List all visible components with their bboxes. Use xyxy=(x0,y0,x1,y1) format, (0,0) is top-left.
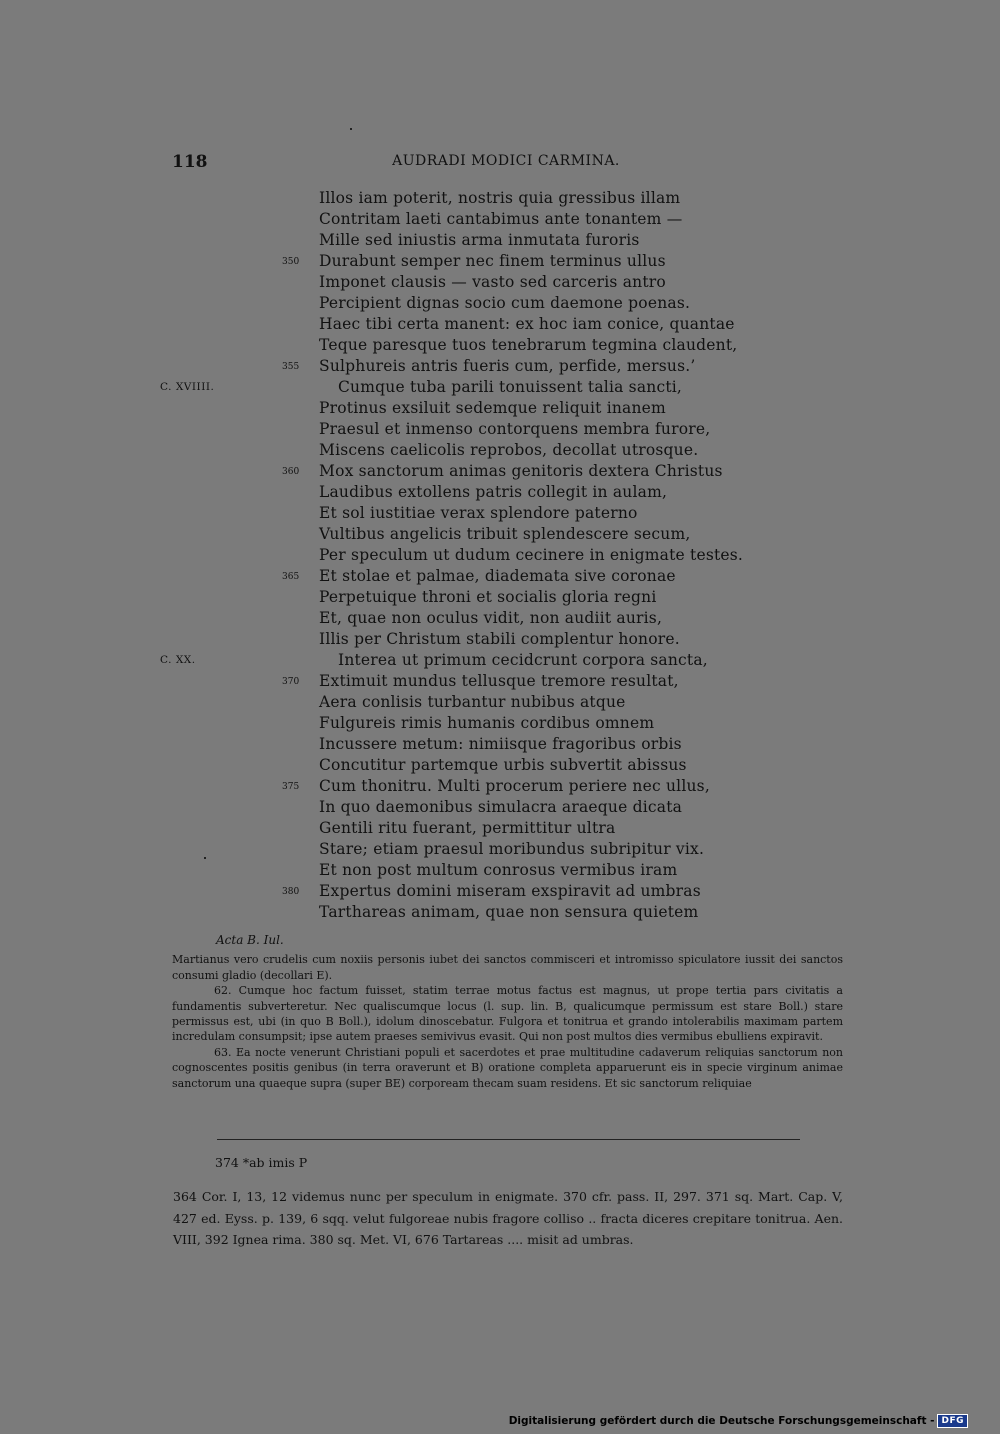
verse-line xyxy=(160,650,860,671)
page-number: 118 xyxy=(172,152,208,172)
verse-line xyxy=(160,188,860,209)
line-number: 365 xyxy=(282,572,300,582)
verse-line xyxy=(160,776,860,797)
verse-line xyxy=(160,881,860,902)
verse-text: Perpetuique throni et socialis gloria regni xyxy=(319,588,657,606)
verse-line xyxy=(160,377,860,398)
line-number: 360 xyxy=(282,467,300,477)
verse-text: Protinus exsiluit sedemque reliquit inanem xyxy=(319,399,666,417)
verse-text: Fulgureis rimis humanis cordibus omnem xyxy=(319,714,655,732)
verse-text: Concutitur partemque urbis subvertit abissus xyxy=(319,756,687,774)
verse-text: Interea ut primum cecidcrunt corpora sancta, xyxy=(338,651,708,669)
verse-line xyxy=(160,755,860,776)
verse-text: Mille sed iniustis arma inmutata furoris xyxy=(319,231,640,249)
verse-text: Miscens caelicolis reprobos, decollat utrosque. xyxy=(319,441,699,459)
verse-text: Illos iam poterit, nostris quia gressibus illam xyxy=(319,189,681,207)
verse-line xyxy=(160,545,860,566)
verse-text: Cumque tuba parili tonuissent talia sancti, xyxy=(338,378,683,396)
poem-verses xyxy=(160,188,860,923)
line-number: 355 xyxy=(282,362,300,372)
verse-line xyxy=(160,587,860,608)
verse-line xyxy=(160,230,860,251)
verse-text: Et non post multum conrosus vermibus iram xyxy=(319,861,678,879)
prose-source-text xyxy=(172,933,843,1091)
verse-text: Gentili ritu fuerant, permittitur ultra xyxy=(319,819,616,837)
verse-text: Et sol iustitiae verax splendore paterno xyxy=(319,504,638,522)
verse-line xyxy=(160,482,860,503)
verse-text: Mox sanctorum animas genitoris dextera Christus xyxy=(319,462,723,480)
verse-line xyxy=(160,860,860,881)
verse-line xyxy=(160,461,860,482)
verse-line xyxy=(160,692,860,713)
testimonia-notes: 364 Cor. I, 13, 12 videmus nunc per speculum in enigmate. 370 cfr. pass. II, 297. 371 sq. Mart. Cap. V, 427 ed. Eyss. p. 139, 6 sqq. velut fulgoreae nubis fragore colliso .. fracta diceres crepitare tonitrua. Aen. VIII, 392 Ignea rima. 380 sq. Met. VI, 676 Tartareas .... misit ad umbras. xyxy=(173,1189,843,1247)
verse-text: Vultibus angelicis tribuit splendescere secum, xyxy=(319,525,691,543)
verse-line xyxy=(160,524,860,545)
verse-text: Praesul et inmenso contorquens membra furore, xyxy=(319,420,711,438)
verse-text: Illis per Christum stabili complentur honore. xyxy=(319,630,680,648)
verse-text: Incussere metum: nimiisque fragoribus orbis xyxy=(319,735,682,753)
verse-line xyxy=(160,356,860,377)
prose-paragraph: 62. Cumque hoc factum fuisset, statim terrae motus factus est magnus, ut prope tertia pars civitatis a fundamentis subverteretur. Nec qualiscumque locus (l. sup. lin. B, qualicumque permissum est stare Boll.) stare permissus est, ubi (in quo B Boll.), idolum dinoscebatur. Fulgora et tonitrua et grando intolerabilis maximam partem incredulam consumpsit; ipse autem praeses semivivus evasit. Qui non post multos dies vermibus ebulliens expiravit. xyxy=(172,984,843,1044)
verse-text: Per speculum ut dudum cecinere in enigmate testes. xyxy=(319,546,744,564)
verse-text: Haec tibi certa manent: ex hoc iam conice, quantae xyxy=(319,315,735,333)
line-number: 350 xyxy=(282,257,300,267)
verse-text: Stare; etiam praesul moribundus subripitur vix. xyxy=(319,840,705,858)
verse-line xyxy=(160,314,860,335)
verse-text: Percipient dignas socio cum daemone poenas. xyxy=(319,294,691,312)
verse-line xyxy=(160,419,860,440)
verse-line xyxy=(160,293,860,314)
line-number: 370 xyxy=(282,677,300,687)
running-title: AUDRADI MODICI CARMINA. xyxy=(392,153,620,169)
credit-text: Digitalisierung gefördert durch die Deutsche Forschungsgemeinschaft - xyxy=(508,1415,935,1427)
verse-line xyxy=(160,209,860,230)
verse-line xyxy=(160,272,860,293)
verse-text: In quo daemonibus simulacra araeque dicata xyxy=(319,798,683,816)
verse-line xyxy=(160,629,860,650)
verse-text: Imponet clausis — vasto sed carceris antro xyxy=(319,273,666,291)
chapter-marker: C. XVIIII. xyxy=(160,381,215,393)
verse-line xyxy=(160,734,860,755)
verse-line xyxy=(160,818,860,839)
verse-text: Cum thonitru. Multi procerum periere nec ullus, xyxy=(319,777,710,795)
verse-line xyxy=(160,335,860,356)
verse-text: Expertus domini miseram exspiravit ad umbras xyxy=(319,882,701,900)
verse-line xyxy=(160,713,860,734)
verse-line xyxy=(160,398,860,419)
verse-text: Tarthareas animam, quae non sensura quietem xyxy=(319,903,699,921)
prose-paragraph: 63. Ea nocte venerunt Christiani populi et sacerdotes et prae multitudine cadaverum reliquias sanctorum non cognoscentes positis genibus (in terra oraverunt et B) oratione completa apparuerunt eis in specie virginum animae sanctorum una quaeque supra (super BE) corpoream thecam suam residens. Et sic sanctorum reliquiae xyxy=(172,1045,843,1090)
verse-line xyxy=(160,566,860,587)
verse-text: Contritam laeti cantabimus ante tonantem — xyxy=(319,210,683,228)
chapter-marker: C. XX. xyxy=(160,654,196,666)
verse-line xyxy=(160,839,860,860)
verse-line xyxy=(160,440,860,461)
speck-top xyxy=(350,128,352,130)
line-number: 380 xyxy=(282,887,300,897)
verse-line xyxy=(160,251,860,272)
verse-text: Extimuit mundus tellusque tremore resultat, xyxy=(319,672,679,690)
digitization-credit xyxy=(509,1414,968,1428)
verse-text: Teque paresque tuos tenebrarum tegmina claudent, xyxy=(319,336,738,354)
dfg-logo: DFG xyxy=(937,1414,968,1428)
footnote-divider xyxy=(217,1139,800,1140)
verse-text: Aera conlisis turbantur nubibus atque xyxy=(319,693,626,711)
verse-line xyxy=(160,797,860,818)
critical-apparatus: 374 *ab imis P xyxy=(215,1155,308,1170)
verse-line xyxy=(160,671,860,692)
line-number: 375 xyxy=(282,782,300,792)
verse-text: Durabunt semper nec finem terminus ullus xyxy=(319,252,666,270)
verse-line xyxy=(160,503,860,524)
verse-line xyxy=(160,608,860,629)
prose-paragraph: Martianus vero crudelis cum noxiis personis iubet dei sanctos commisceri et intromisso spiculatore iussit dei sanctos consumi gladio (decollari E). xyxy=(172,953,843,982)
verse-line xyxy=(160,902,860,923)
verse-text: Et, quae non oculus vidit, non audiit auris, xyxy=(319,609,663,627)
verse-text: Sulphureis antris fueris cum, perfide, mersus.’ xyxy=(319,357,696,375)
source-label: Acta B. Iul. xyxy=(216,933,284,947)
verse-text: Et stolae et palmae, diademata sive coronae xyxy=(319,567,676,585)
page-header xyxy=(172,152,840,176)
verse-text: Laudibus extollens patris collegit in aulam, xyxy=(319,483,668,501)
